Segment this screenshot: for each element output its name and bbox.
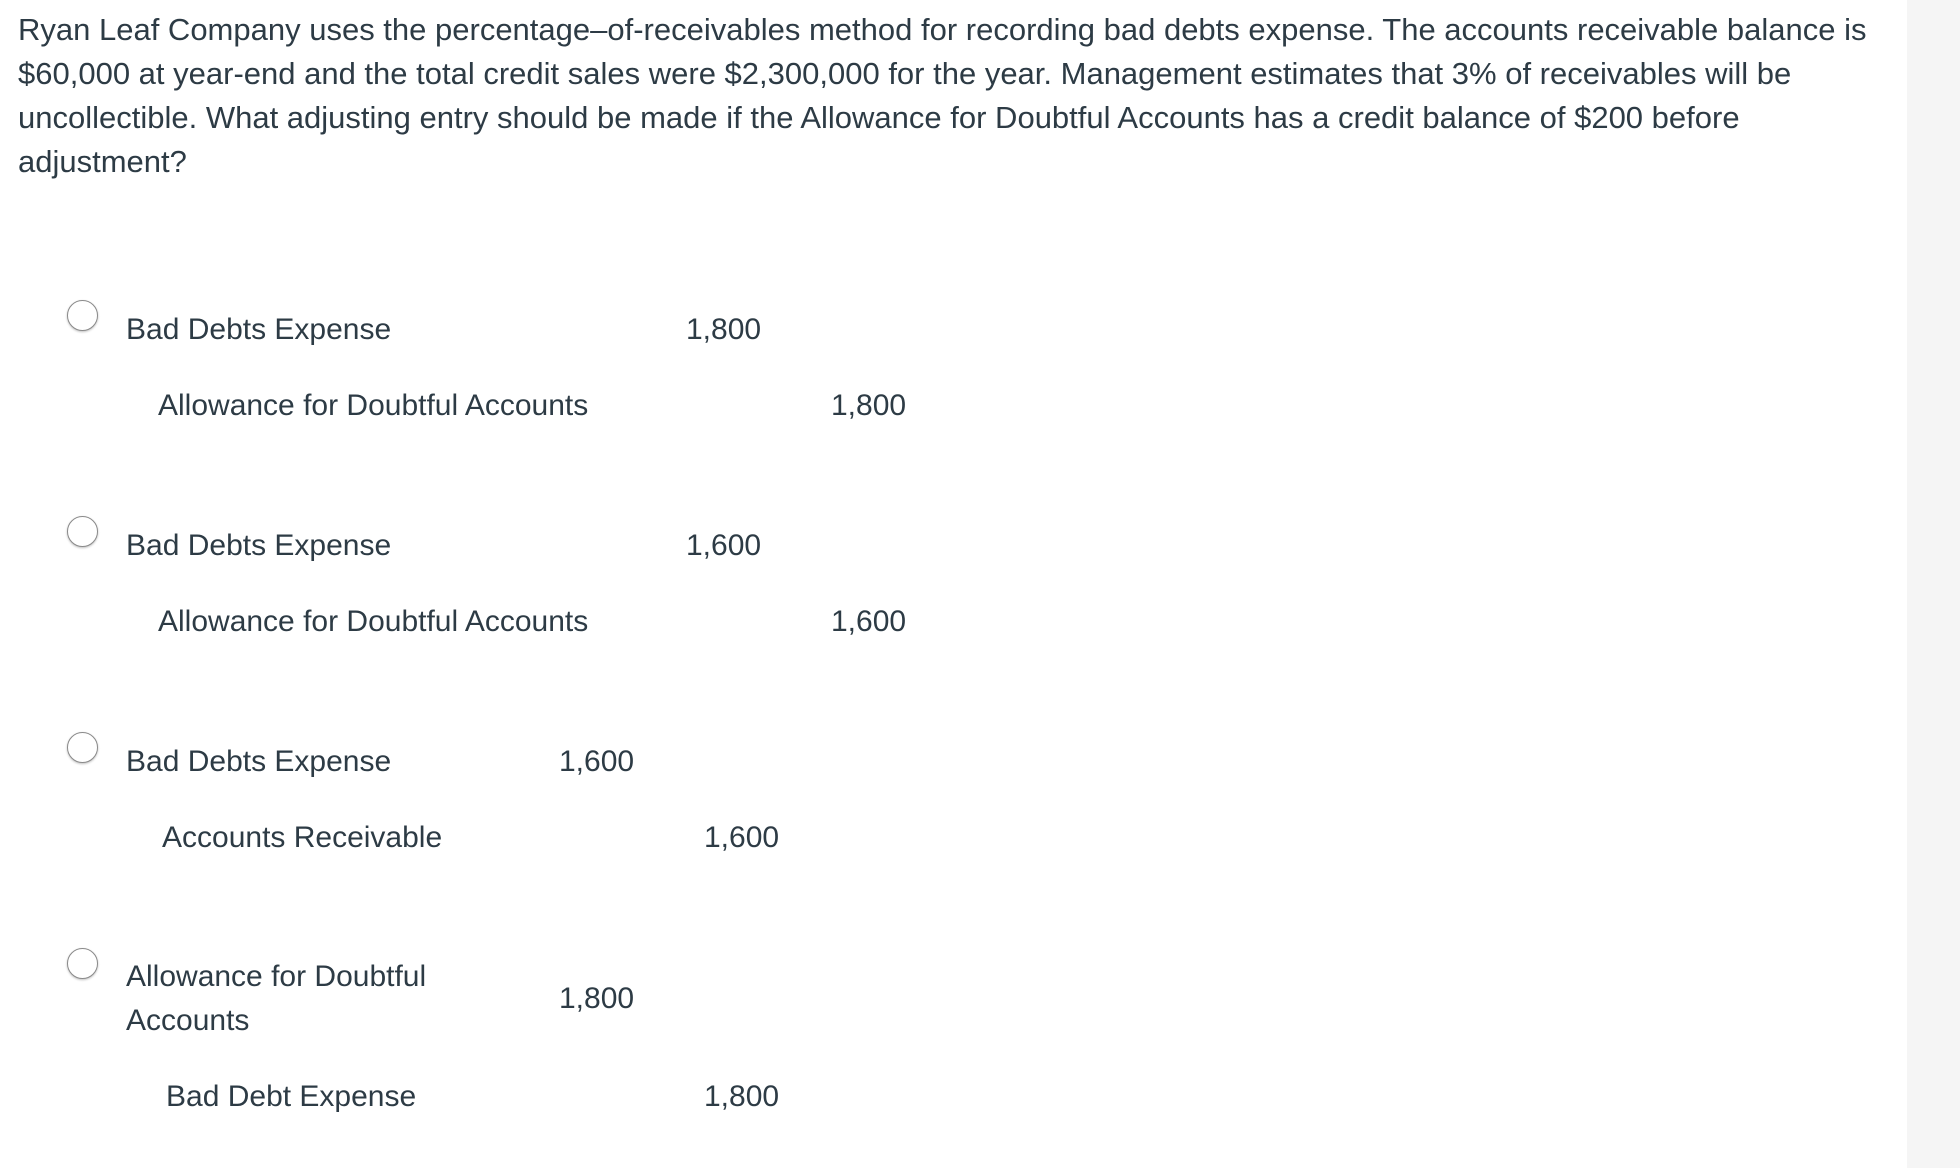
option-2-credit-amount: 1,600	[831, 605, 907, 638]
right-gutter	[1907, 0, 1960, 1168]
option-1-credit-amount: 1,800	[831, 389, 907, 422]
answer-radio-2[interactable]	[67, 516, 98, 547]
option-4-debit-account: Allowance for Doubtful Accounts	[126, 960, 427, 1037]
option-4-debit-amount: 1,800	[559, 982, 635, 1015]
option-2-credit-account: Allowance for Doubtful Accounts	[158, 605, 589, 638]
option-3-credit-account: Accounts Receivable	[162, 821, 443, 854]
option-3-credit-amount: 1,600	[704, 821, 780, 854]
option-1-debit-account: Bad Debts Expense	[126, 313, 392, 346]
answer-radio-1[interactable]	[67, 300, 98, 331]
option-4-credit-amount: 1,800	[704, 1080, 780, 1113]
option-2-debit-amount: 1,600	[686, 529, 762, 562]
question-text: Ryan Leaf Company uses the percentage–of-receivables method for recording bad debts expense. The accounts receivable balance is $60,000 at year-end and the total credit sales were $2,300,000 for the year. Management estimates that 3% of receivables will be uncollectible. What adjusting entry should be made if the Allowance for Doubtful Accounts has a credit balance of $200 before adjustment?	[18, 12, 1867, 179]
option-3-debit-account: Bad Debts Expense	[126, 745, 392, 778]
answer-radio-4[interactable]	[67, 948, 98, 979]
option-4-credit-account: Bad Debt Expense	[166, 1080, 417, 1113]
option-1-credit-account: Allowance for Doubtful Accounts	[158, 389, 589, 422]
option-3-debit-amount: 1,600	[559, 745, 635, 778]
answer-radio-3[interactable]	[67, 732, 98, 763]
option-1-debit-amount: 1,800	[686, 313, 762, 346]
option-2-debit-account: Bad Debts Expense	[126, 529, 392, 562]
